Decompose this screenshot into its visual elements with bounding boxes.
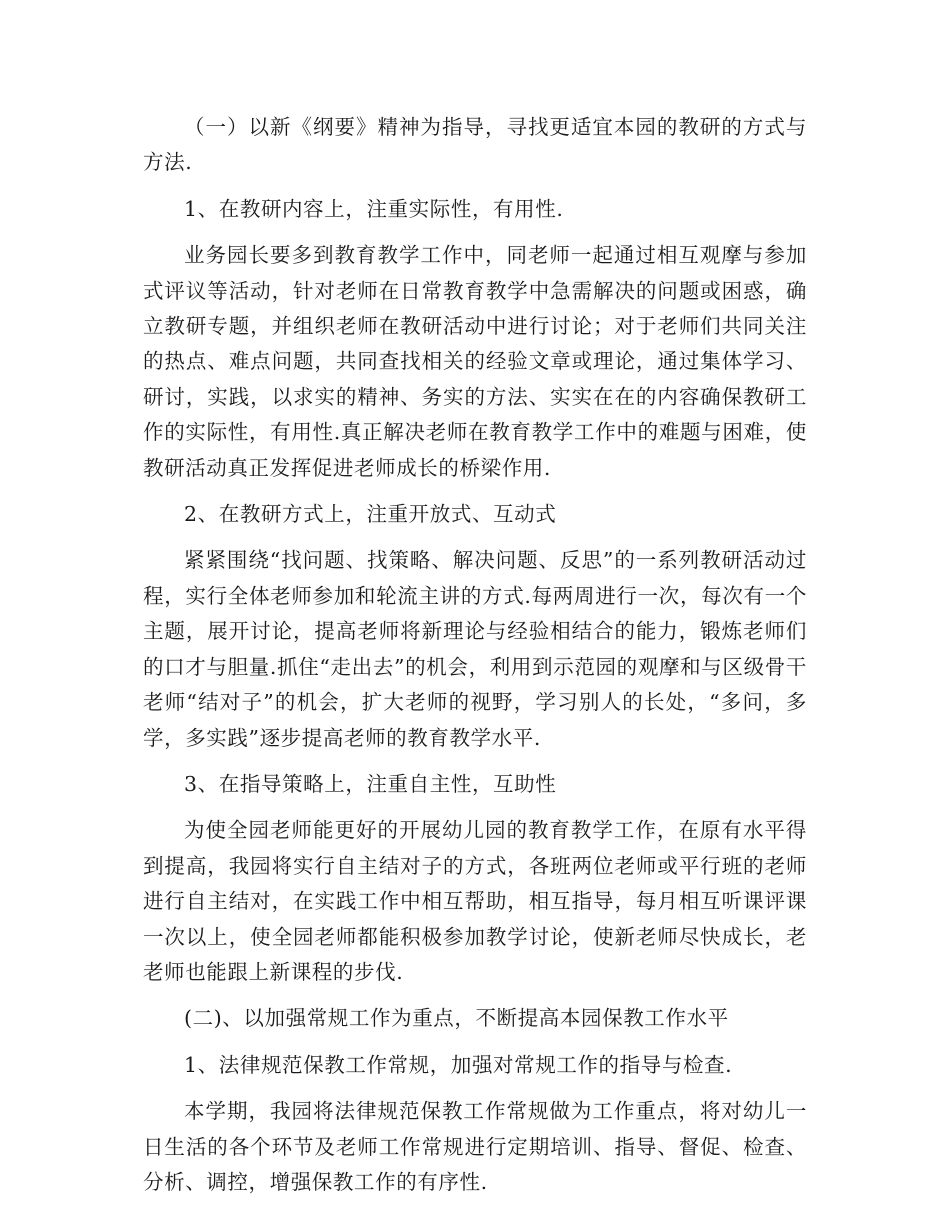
body-paragraph-2: 紧紧围绕“找问题、找策略、解决问题、反思”的一系列教研活动过程，实行全体老师参加和轮流主讲的方式.每两周进行一次，每次有一个主题，展开讨论，提高老师将新理论与经验相结合的能力，锻炼老师们的口才与胆量.抓住“走出去”的机会，利用到示范园的观摩和与区级骨干老师“结对子”的机会，扩大老师的视野，学习别人的长处，“多问，多学，多实践”逐步提高老师的教育教学水平.	[143, 548, 807, 750]
section-heading-1: （一）以新《纲要》精神为指导，寻找更适宜本园的教研的方式与方法.	[143, 115, 807, 175]
subheading-1-1: 1、在教研内容上，注重实际性，有用性.	[184, 196, 564, 221]
subheading-2-1: 1、法律规范保教工作常规，加强对常规工作的指导与检查.	[184, 1052, 733, 1077]
subheading-1-2: 2、在教研方式上，注重开放式、互动式	[184, 502, 557, 527]
body-paragraph-4: 本学期，我园将法律规范保教工作常规做为工作重点，将对幼儿一日生活的各个环节及老师工作常规进行定期培训、指导、督促、检查、分析、调控，增强保教工作的有序性.	[143, 1099, 807, 1194]
body-paragraph-1: 业务园长要多到教育教学工作中，同老师一起通过相互观摩与参加式评议等活动，针对老师在日常教育教学中急需解决的问题或困惑，确立教研专题，并组织老师在教研活动中进行讨论；对于老师们共同关注的热点、难点问题，共同查找相关的经验文章或理论，通过集体学习、研讨，实践，以求实的精神、务实的方法、实实在在的内容确保教研工作的实际性，有用性.真正解决老师在教育教学工作中的难题与困难，使教研活动真正发挥促进老师成长的桥梁作用.	[143, 243, 807, 480]
subheading-1-3: 3、在指导策略上，注重自主性，互助性	[184, 771, 557, 796]
body-paragraph-3: 为使全园老师能更好的开展幼儿园的教育教学工作，在原有水平得到提高，我园将实行自主结对子的方式，各班两位老师或平行班的老师进行自主结对，在实践工作中相互帮助，相互指导，每月相互听课评课一次以上，使全园老师都能积极参加教学讨论，使新老师尽快成长，老老师也能跟上新课程的步伐.	[143, 818, 807, 984]
section-heading-2: (二)、以加强常规工作为重点，不断提高本园保教工作水平	[184, 1006, 729, 1031]
document-body	[143, 110, 807, 1200]
